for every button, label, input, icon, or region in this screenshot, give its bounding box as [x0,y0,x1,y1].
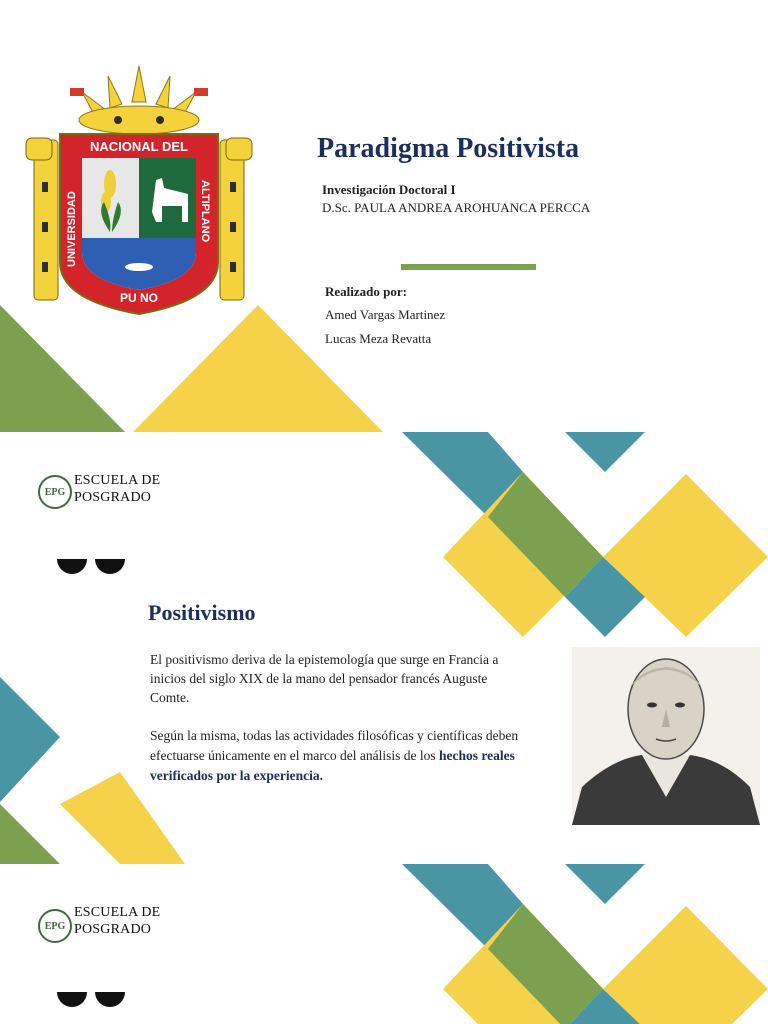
seal-left-text: UNIVERSIDAD [66,191,78,267]
green-side-triangle [0,804,60,864]
university-seal-logo [22,62,257,320]
school-name-line2: POSGRADO [74,922,152,937]
school-logo-icon: EPG [38,909,72,943]
author-name: Lucas Meza Revatta [325,331,432,346]
school-logo-text [74,904,160,938]
school-logo-icon: EPG [38,475,72,509]
teal-triangle [565,432,645,472]
green-accent-line [401,264,536,270]
content-slide [0,432,768,864]
teal-triangle [565,864,645,904]
title-slide [0,0,768,432]
teal-side-triangle [0,677,60,802]
seal-right-text: ALTIPLANO [199,180,211,243]
school-name-line1: ESCUELA DE [74,905,161,920]
made-by-label: Realizado por: [325,284,407,299]
paragraph-text: Según la misma, todas las actividades filosóficas y científicas deben efectuarse únicamente en el marco del análisis de los [150,728,519,763]
school-logo-text [74,472,160,506]
yellow-diamond [603,906,768,1024]
yellow-triangle [133,305,383,432]
section-heading: Positivismo [148,600,256,625]
course-name: Investigación Doctoral I [322,182,456,197]
paragraph-intro: El positivismo deriva de la epistemología que surge en Francia a inicios del siglo XIX de la mano del pensador francés Auguste Comte. [150,652,499,705]
highlighted-text: hechos reales verificados por la experiencia. [150,748,515,783]
teacher-name: D.Sc. PAULA ANDREA AROHUANCA PERCCA [322,200,591,215]
presentation-title: Paradigma Positivista [317,133,580,164]
seal-bottom-text: PU NO [119,291,159,305]
paragraph-definition [150,726,520,786]
school-name-line2: POSGRADO [74,490,152,505]
green-triangle [0,305,125,432]
next-slide [0,864,768,1024]
school-name-line1: ESCUELA DE [74,473,161,488]
auguste-comte-portrait [572,647,760,825]
seal-top-text: NACIONAL DEL [90,139,188,154]
author-name: Amed Vargas Martinez [325,307,446,322]
